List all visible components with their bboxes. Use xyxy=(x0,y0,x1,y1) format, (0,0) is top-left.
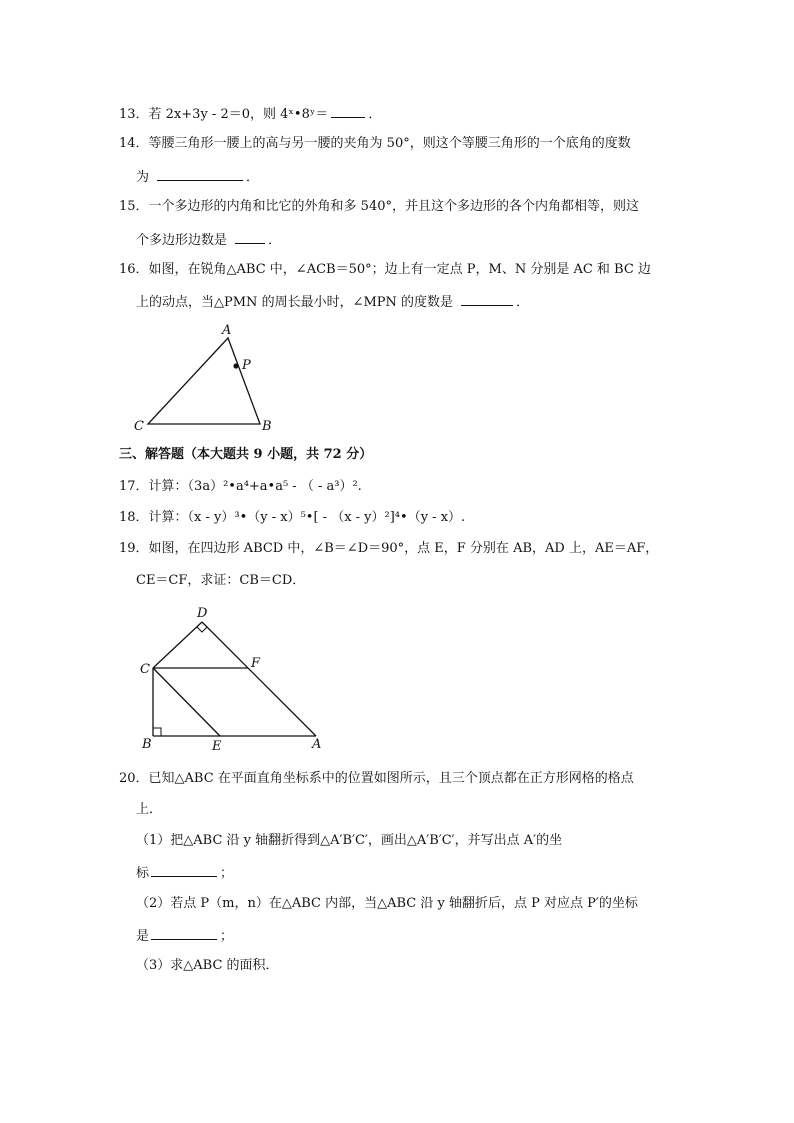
label-b: B xyxy=(142,737,152,752)
question-15-line1: 15．一个多边形的内角和比它的外角和多 540°，并且这个多边形的各个内角都相等，则这 xyxy=(119,199,639,214)
figure-triangle-abc xyxy=(130,318,290,438)
label-b: B xyxy=(262,419,272,434)
question-14-line1: 14．等腰三角形一腰上的高与另一腰的夹角为 50°，则这个等腰三角形的一个底角的度数 xyxy=(119,136,631,151)
label-e: E xyxy=(212,739,222,754)
right-angle-mark-b xyxy=(153,728,161,736)
label-a: A xyxy=(222,323,232,338)
right-angle-mark-d xyxy=(197,627,207,632)
point-p xyxy=(233,363,238,368)
question-16-line1: 16．如图，在锐角△ABC 中，∠ACB＝50°；边上有一定点 P，M、N 分别是 AC 和 BC 边 xyxy=(119,262,651,277)
label-a: A xyxy=(312,737,322,752)
question-18: 18．计算：（x - y）³•（y - x）⁵•[ - （x - y）²]⁴•（y - x）. xyxy=(119,510,466,525)
answer-blank[interactable] xyxy=(157,168,243,181)
label-f: F xyxy=(251,656,261,671)
question-20-part2-line2: 是 ； xyxy=(136,929,234,944)
question-13-text: 13．若 2x+3y - 2＝0，则 4ˣ•8ʸ＝ xyxy=(119,107,329,122)
answer-blank[interactable] xyxy=(235,231,265,244)
question-20-part3: （3）求△ABC 的面积． xyxy=(136,958,279,973)
question-20-part2-line1: （2）若点 P（m，n）在△ABC 内部，当△ABC 沿 y 轴翻折后，点 P 对应点 P′的坐标 xyxy=(136,896,638,911)
question-16-line2: 上的动点，当△PMN 的周长最小时，∠MPN 的度数是 ． xyxy=(136,295,530,310)
segment-ad xyxy=(202,622,316,736)
question-15-line2: 个多边形边数是 ． xyxy=(136,233,282,248)
label-d: D xyxy=(197,606,208,621)
question-19-line1: 19．如图，在四边形 ABCD 中，∠B＝∠D＝90°，点 E，F 分别在 AB，AD 上，AE＝AF， xyxy=(119,541,659,556)
section-heading: 三、解答题（本大题共 9 小题，共 72 分） xyxy=(119,447,373,462)
question-13: 13．若 2x+3y - 2＝0，则 4ˣ•8ʸ＝ ． xyxy=(119,107,382,122)
label-c: C xyxy=(134,419,144,434)
segment-ce xyxy=(153,668,220,736)
answer-blank[interactable] xyxy=(331,105,365,118)
answer-blank[interactable] xyxy=(151,927,217,940)
question-20-line1: 20．已知△ABC 在平面直角坐标系中的位置如图所示，且三个顶点都在正方形网格的格点 xyxy=(119,771,634,786)
label-c: C xyxy=(140,662,150,677)
question-17: 17．计算：（3a）²•a⁴+a•a⁵ - （ - a³）². xyxy=(119,479,362,494)
question-20-line2: 上． xyxy=(136,802,163,817)
question-20-part1-line2: 标 ； xyxy=(136,866,234,881)
question-20-part1-line1: （1）把△ABC 沿 y 轴翻折得到△A′B′C′，画出△A′B′C′，并写出点 A′的坐 xyxy=(136,833,563,848)
question-19-line2: CE＝CF，求证：CB＝CD． xyxy=(136,573,306,588)
triangle-abc xyxy=(148,338,260,424)
answer-blank[interactable] xyxy=(461,293,513,306)
question-14-line2: 为 ． xyxy=(136,170,260,185)
answer-blank[interactable] xyxy=(151,864,217,877)
figure-quadrilateral-abcd xyxy=(136,600,336,755)
label-p: P xyxy=(242,358,251,373)
segment-dc xyxy=(153,622,202,668)
